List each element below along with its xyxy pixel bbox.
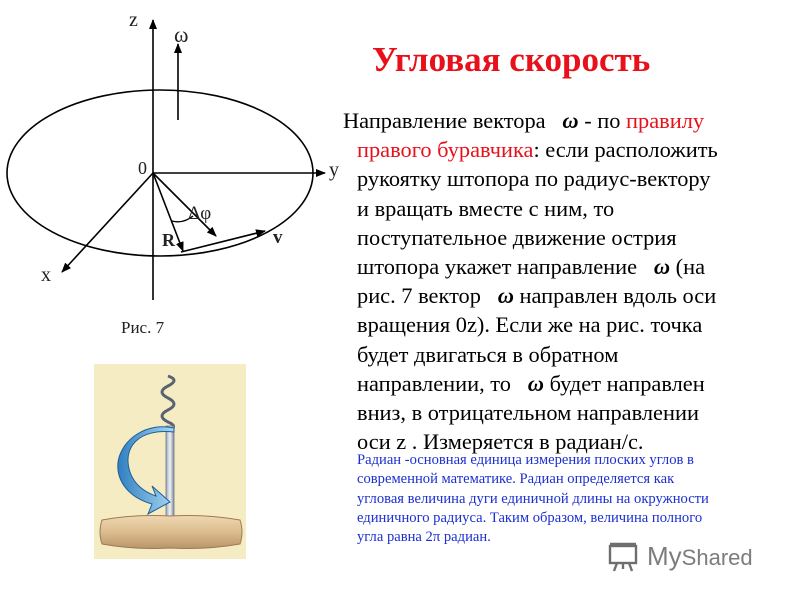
paragraph-line-8: вращения 0z). Если же на рис. точка [357, 312, 703, 338]
corkscrew-illustration [94, 364, 246, 559]
note-line: единичного радиуса. Таким образом, величина полного [357, 509, 703, 526]
line2-rest: : если расположить [533, 137, 718, 163]
line6-start: штопора укажет направление [357, 254, 638, 280]
paragraph-line-1 [343, 106, 793, 135]
paragraph-line-6 [343, 252, 793, 281]
line1-middle: - по [578, 108, 627, 133]
note-line: угла равна 2π радиан. [357, 529, 491, 546]
line7-end: направлен вдоль оси [513, 283, 717, 309]
figure-caption: Рис. 7 [121, 318, 165, 337]
omega-symbol: ω [497, 283, 514, 309]
paragraph-line-11: вниз, в отрицательном направлении [357, 400, 699, 426]
velocity-label: v [273, 227, 283, 248]
note-line: угловая величина дуги единичной длины на окружности [357, 490, 709, 507]
y-axis-label: y [329, 159, 339, 181]
rule-link-part1: правилу [626, 108, 705, 133]
corkscrew-image [94, 364, 246, 559]
slide-title: Угловая скорость [372, 40, 651, 79]
watermark-shared: Shared [681, 545, 753, 570]
paragraph-line-2 [343, 135, 793, 164]
paragraph-line-3: рукоятку штопора по радиус-вектору [357, 166, 711, 192]
omega-symbol: ω [562, 108, 579, 133]
paragraph-line-9: будет двигаться в обратном [357, 341, 619, 367]
watermark-logo [607, 540, 765, 572]
paragraph-line-5: поступательное движение острия [357, 224, 677, 250]
delta-phi-label: Δφ [188, 203, 212, 224]
radius-label: R [162, 230, 175, 250]
origin-label: 0 [138, 158, 147, 178]
presentation-board-icon [607, 540, 641, 572]
note-line: современной математике. Радиан определяется как [357, 471, 675, 488]
line1-start: Направление вектора [343, 108, 546, 133]
paragraph-line-4: и вращать вместе с ним, то [357, 195, 615, 221]
omega-symbol: ω [527, 370, 544, 396]
z-axis-label: z [129, 9, 138, 31]
line6-end: (на [670, 254, 706, 280]
main-paragraph [343, 106, 793, 456]
note-line: Радиан -основная единица измерения плоских углов в [357, 452, 694, 468]
paragraph-line-10 [343, 369, 793, 398]
line10-start: направлении, то [357, 370, 511, 396]
paragraph-line-7 [343, 281, 793, 310]
omega-symbol: ω [653, 254, 671, 280]
omega-label: ω [174, 22, 189, 47]
rotation-diagram [0, 0, 345, 320]
line10-end: будет направлен [543, 370, 705, 396]
radian-note [357, 451, 793, 547]
watermark-text [647, 541, 753, 572]
paragraph-line-12: оси z . Измеряется в радиан/с. [357, 429, 644, 455]
x-axis [62, 173, 153, 272]
rule-link-part2: правого буравчика [357, 137, 534, 163]
line7-start: рис. 7 вектор [357, 283, 481, 309]
watermark-my: My [647, 541, 682, 571]
x-axis-label: x [41, 264, 51, 286]
